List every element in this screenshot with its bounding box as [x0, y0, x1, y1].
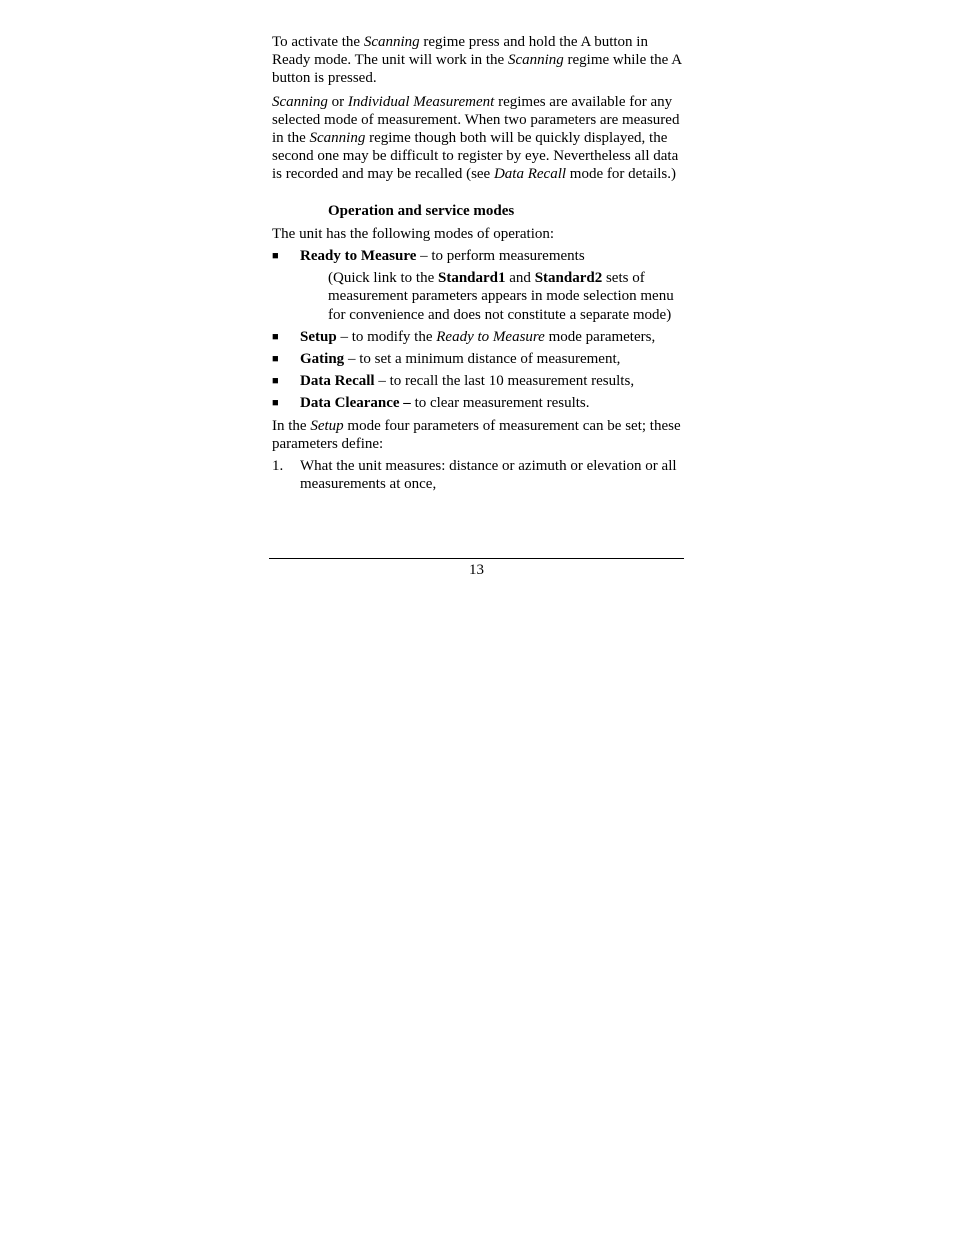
bullet-term: Gating	[300, 351, 345, 368]
text-run: regime though both will be quickly displayed, the second one may be difficult to register by eye. Nevertheless all data is recorded and may be recalled (see	[272, 130, 679, 183]
section-heading: Operation and service modes	[328, 202, 515, 219]
italic-term: Scanning	[363, 34, 420, 50]
list-item-data-recall	[272, 372, 682, 390]
square-bullet-icon: ■	[272, 375, 279, 388]
bold-term: Standard1	[437, 270, 506, 287]
bullet-text: – to recall the last 10 measurement results,	[374, 373, 635, 390]
regimes-paragraph	[272, 93, 682, 184]
bullet-text: mode parameters,	[544, 328, 656, 345]
square-bullet-icon: ■	[272, 353, 279, 366]
italic-term: Scanning	[309, 130, 366, 147]
bold-term: Standard2	[534, 270, 603, 287]
bullet-text: – to modify the	[336, 328, 437, 345]
text-run: To activate the	[272, 34, 364, 50]
text-run: In the	[272, 417, 311, 434]
list-item-gating	[272, 350, 682, 368]
italic-term: Ready to Measure	[436, 328, 545, 345]
page-body	[272, 33, 682, 493]
setup-paragraph	[272, 417, 682, 453]
text-run: sets of measurement parameters appears in mode selection menu for convenience and does not constitute a separate mode)	[328, 270, 674, 323]
list-item-data-clearance	[272, 394, 682, 412]
italic-term: Scanning	[272, 93, 328, 110]
italic-term: Setup	[310, 417, 344, 434]
text-run: or	[327, 93, 348, 110]
text-run: regime press and hold the A button in Ready mode. The unit will work in the	[272, 34, 648, 69]
item-number: 1.	[272, 458, 284, 475]
bullet-term: Setup	[300, 328, 337, 345]
bullet-text: – to set a minimum distance of measurement,	[344, 351, 621, 368]
text-run: regime while the A button is pressed.	[272, 52, 682, 87]
text-run: (Quick link to the	[328, 270, 438, 287]
numbered-item	[272, 457, 682, 493]
bullet-text: – to perform measurements	[416, 248, 585, 265]
bullet-term: Ready to Measure	[300, 248, 417, 265]
text-run: and	[505, 270, 535, 287]
scanning-activation-paragraph	[272, 33, 682, 88]
bullet-term: Data Recall	[300, 373, 375, 390]
italic-term: Individual Measurement	[347, 93, 495, 110]
text-run: mode for details.)	[566, 166, 677, 183]
bullet-term: Data Clearance –	[300, 395, 411, 412]
bullet-text: to clear measurement results.	[410, 395, 590, 412]
item-text: What the unit measures: distance or azimuth or elevation or all measurements at once,	[300, 458, 677, 493]
square-bullet-icon: ■	[272, 330, 279, 343]
square-bullet-icon: ■	[272, 397, 279, 410]
italic-term: Scanning	[507, 52, 564, 69]
modes-intro: The unit has the following modes of operation:	[272, 225, 555, 242]
italic-term: Data Recall	[493, 166, 567, 183]
list-item-setup	[272, 328, 682, 346]
square-bullet-icon: ■	[272, 250, 279, 263]
footer-divider	[269, 558, 684, 559]
text-run: regimes are available for any selected mode of measurement. When two parameters are measured in the	[272, 93, 680, 147]
list-item-ready-to-measure	[272, 247, 682, 265]
text-run: mode four parameters of measurement can be set; these parameters define:	[272, 417, 681, 452]
quick-link-note	[272, 269, 682, 324]
page-number: 13	[469, 562, 484, 578]
